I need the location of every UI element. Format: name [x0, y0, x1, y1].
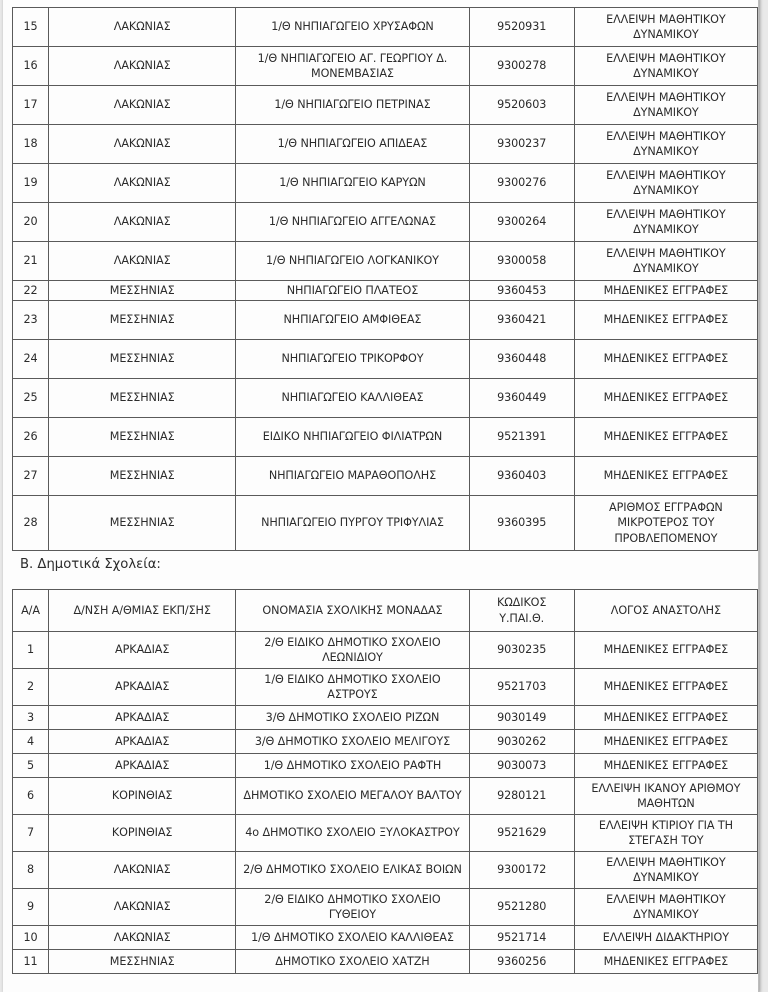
cell-aa: 15 — [13, 8, 49, 47]
table-row — [13, 281, 758, 301]
header-school: ΟΝΟΜΑΣΙΑ ΣΧΟΛΙΚΗΣ ΜΟΝΑΔΑΣ — [236, 590, 469, 632]
cell-school: ΝΗΠΙΑΓΩΓΕΙΟ ΠΛΑΤΕΟΣ — [236, 281, 469, 301]
cell-code: 9300058 — [469, 242, 574, 281]
cell-code: 9300264 — [469, 203, 574, 242]
cell-aa: 17 — [13, 86, 49, 125]
cell-code: 9360256 — [469, 950, 574, 974]
cell-code: 9360449 — [469, 379, 574, 418]
cell-directorate: ΑΡΚΑΔΙΑΣ — [49, 632, 236, 669]
cell-code: 9300237 — [469, 125, 574, 164]
cell-code: 9360421 — [469, 301, 574, 340]
cell-aa: 26 — [13, 418, 49, 457]
cell-school: ΔΗΜΟΤΙΚΟ ΣΧΟΛΕΙΟ ΧΑΤΖΗ — [236, 950, 469, 974]
cell-school: 1/Θ ΝΗΠΙΑΓΩΓΕΙΟ ΑΓΓΕΛΩΝΑΣ — [236, 203, 469, 242]
cell-reason: ΑΡΙΘΜΟΣ ΕΓΓΡΑΦΩΝ ΜΙΚΡΟΤΕΡΟΣ ΤΟΥ ΠΡΟΒΛΕΠΟΜΕΝΟΥ — [574, 496, 757, 551]
cell-aa: 16 — [13, 47, 49, 86]
cell-school: 3/Θ ΔΗΜΟΤΙΚΟ ΣΧΟΛΕΙΟ ΡΙΖΩΝ — [236, 706, 469, 730]
cell-reason: ΕΛΛΕΙΨΗ ΜΑΘΗΤΙΚΟΥ ΔΥΝΑΜΙΚΟΥ — [574, 86, 757, 125]
cell-aa: 1 — [13, 632, 49, 669]
cell-directorate: ΛΑΚΩΝΙΑΣ — [49, 926, 236, 950]
cell-aa: 24 — [13, 340, 49, 379]
header-code: ΚΩΔΙΚΟΣ Υ.ΠΑΙ.Θ. — [469, 590, 574, 632]
cell-school: ΔΗΜΟΤΙΚΟ ΣΧΟΛΕΙΟ ΜΕΓΑΛΟΥ ΒΑΛΤΟΥ — [236, 778, 469, 815]
cell-school: 1/Θ ΝΗΠΙΑΓΩΓΕΙΟ ΛΟΓΚΑΝΙΚΟΥ — [236, 242, 469, 281]
table-row — [13, 47, 758, 86]
cell-reason: ΕΛΛΕΙΨΗ ΜΑΘΗΤΙΚΟΥ ΔΥΝΑΜΙΚΟΥ — [574, 852, 757, 889]
table-row — [13, 926, 758, 950]
cell-directorate: ΑΡΚΑΔΙΑΣ — [49, 730, 236, 754]
primary-schools-table-body — [13, 632, 758, 974]
cell-code: 9030235 — [469, 632, 574, 669]
cell-code: 9521703 — [469, 669, 574, 706]
cell-reason: ΜΗΔΕΝΙΚΕΣ ΕΓΓΡΑΦΕΣ — [574, 457, 757, 496]
cell-reason: ΜΗΔΕΝΙΚΕΣ ΕΓΓΡΑΦΕΣ — [574, 379, 757, 418]
table-row — [13, 418, 758, 457]
section-heading: Β. Δημοτικά Σχολεία: — [20, 557, 161, 572]
table-row — [13, 340, 758, 379]
cell-directorate: ΜΕΣΣΗΝΙΑΣ — [49, 457, 236, 496]
cell-school: 2/Θ ΔΗΜΟΤΙΚΟ ΣΧΟΛΕΙΟ ΕΛΙΚΑΣ ΒΟΙΩΝ — [236, 852, 469, 889]
cell-directorate: ΜΕΣΣΗΝΙΑΣ — [49, 496, 236, 551]
cell-aa: 6 — [13, 778, 49, 815]
table-header-row — [13, 590, 758, 632]
table-row — [13, 669, 758, 706]
cell-reason: ΕΛΛΕΙΨΗ ΜΑΘΗΤΙΚΟΥ ΔΥΝΑΜΙΚΟΥ — [574, 164, 757, 203]
cell-directorate: ΛΑΚΩΝΙΑΣ — [49, 86, 236, 125]
cell-aa: 7 — [13, 815, 49, 852]
table-row — [13, 815, 758, 852]
cell-directorate: ΚΟΡΙΝΘΙΑΣ — [49, 815, 236, 852]
table-row — [13, 496, 758, 551]
cell-aa: 11 — [13, 950, 49, 974]
table-row — [13, 379, 758, 418]
cell-code: 9521714 — [469, 926, 574, 950]
header-reason: ΛΟΓΟΣ ΑΝΑΣΤΟΛΗΣ — [574, 590, 757, 632]
cell-directorate: ΜΕΣΣΗΝΙΑΣ — [49, 379, 236, 418]
cell-directorate: ΜΕΣΣΗΝΙΑΣ — [49, 301, 236, 340]
cell-directorate: ΛΑΚΩΝΙΑΣ — [49, 852, 236, 889]
cell-aa: 4 — [13, 730, 49, 754]
cell-school: 1/Θ ΝΗΠΙΑΓΩΓΕΙΟ ΚΑΡΥΩΝ — [236, 164, 469, 203]
cell-school: 1/Θ ΝΗΠΙΑΓΩΓΕΙΟ ΑΓ. ΓΕΩΡΓΙΟΥ Δ. ΜΟΝΕΜΒΑΣΙΑΣ — [236, 47, 469, 86]
cell-directorate: ΜΕΣΣΗΝΙΑΣ — [49, 281, 236, 301]
cell-code: 9030073 — [469, 754, 574, 778]
cell-reason: ΕΛΛΕΙΨΗ ΜΑΘΗΤΙΚΟΥ ΔΥΝΑΜΙΚΟΥ — [574, 8, 757, 47]
table-row — [13, 730, 758, 754]
cell-aa: 8 — [13, 852, 49, 889]
table-row — [13, 889, 758, 926]
cell-code: 9521391 — [469, 418, 574, 457]
cell-code: 9360403 — [469, 457, 574, 496]
table-row — [13, 754, 758, 778]
cell-code: 9521280 — [469, 889, 574, 926]
table-row — [13, 778, 758, 815]
table-row — [13, 125, 758, 164]
table-row — [13, 242, 758, 281]
cell-reason: ΕΛΛΕΙΨΗ ΜΑΘΗΤΙΚΟΥ ΔΥΝΑΜΙΚΟΥ — [574, 889, 757, 926]
table-row — [13, 852, 758, 889]
table-row — [13, 86, 758, 125]
cell-code: 9030149 — [469, 706, 574, 730]
cell-reason: ΕΛΛΕΙΨΗ ΜΑΘΗΤΙΚΟΥ ΔΥΝΑΜΙΚΟΥ — [574, 242, 757, 281]
cell-reason: ΜΗΔΕΝΙΚΕΣ ΕΓΓΡΑΦΕΣ — [574, 632, 757, 669]
cell-reason: ΜΗΔΕΝΙΚΕΣ ΕΓΓΡΑΦΕΣ — [574, 281, 757, 301]
cell-aa: 5 — [13, 754, 49, 778]
table-row — [13, 950, 758, 974]
cell-aa: 21 — [13, 242, 49, 281]
cell-school: ΝΗΠΙΑΓΩΓΕΙΟ ΑΜΦΙΘΕΑΣ — [236, 301, 469, 340]
document-page — [3, 0, 759, 992]
cell-school: ΝΗΠΙΑΓΩΓΕΙΟ ΚΑΛΛΙΘΕΑΣ — [236, 379, 469, 418]
cell-school: 2/Θ ΕΙΔΙΚΟ ΔΗΜΟΤΙΚΟ ΣΧΟΛΕΙΟ ΛΕΩΝΙΔΙΟΥ — [236, 632, 469, 669]
cell-aa: 10 — [13, 926, 49, 950]
cell-code: 9521629 — [469, 815, 574, 852]
cell-code: 9300172 — [469, 852, 574, 889]
cell-directorate: ΑΡΚΑΔΙΑΣ — [49, 754, 236, 778]
cell-aa: 18 — [13, 125, 49, 164]
cell-reason: ΕΛΛΕΙΨΗ ΜΑΘΗΤΙΚΟΥ ΔΥΝΑΜΙΚΟΥ — [574, 47, 757, 86]
cell-aa: 19 — [13, 164, 49, 203]
cell-reason: ΜΗΔΕΝΙΚΕΣ ΕΓΓΡΑΦΕΣ — [574, 301, 757, 340]
cell-aa: 22 — [13, 281, 49, 301]
primary-schools-table — [12, 589, 758, 974]
cell-code: 9360448 — [469, 340, 574, 379]
table-row — [13, 457, 758, 496]
cell-directorate: ΛΑΚΩΝΙΑΣ — [49, 889, 236, 926]
table-row — [13, 164, 758, 203]
cell-directorate: ΛΑΚΩΝΙΑΣ — [49, 47, 236, 86]
cell-reason: ΕΛΛΕΙΨΗ ΔΙΔΑΚΤΗΡΙΟΥ — [574, 926, 757, 950]
cell-reason: ΕΛΛΕΙΨΗ ΜΑΘΗΤΙΚΟΥ ΔΥΝΑΜΙΚΟΥ — [574, 203, 757, 242]
cell-aa: 3 — [13, 706, 49, 730]
cell-directorate: ΑΡΚΑΔΙΑΣ — [49, 706, 236, 730]
cell-directorate: ΑΡΚΑΔΙΑΣ — [49, 669, 236, 706]
table-row — [13, 301, 758, 340]
cell-school: 1/Θ ΕΙΔΙΚΟ ΔΗΜΟΤΙΚΟ ΣΧΟΛΕΙΟ ΑΣΤΡΟΥΣ — [236, 669, 469, 706]
cell-directorate: ΚΟΡΙΝΘΙΑΣ — [49, 778, 236, 815]
cell-reason: ΜΗΔΕΝΙΚΕΣ ΕΓΓΡΑΦΕΣ — [574, 418, 757, 457]
cell-directorate: ΜΕΣΣΗΝΙΑΣ — [49, 950, 236, 974]
cell-school: 1/Θ ΝΗΠΙΑΓΩΓΕΙΟ ΧΡΥΣΑΦΩΝ — [236, 8, 469, 47]
cell-directorate: ΛΑΚΩΝΙΑΣ — [49, 242, 236, 281]
header-directorate: Δ/ΝΣΗ Α/ΘΜΙΑΣ ΕΚΠ/ΣΗΣ — [49, 590, 236, 632]
cell-code: 9280121 — [469, 778, 574, 815]
cell-reason: ΜΗΔΕΝΙΚΕΣ ΕΓΓΡΑΦΕΣ — [574, 730, 757, 754]
cell-aa: 25 — [13, 379, 49, 418]
cell-reason: ΕΛΛΕΙΨΗ ΜΑΘΗΤΙΚΟΥ ΔΥΝΑΜΙΚΟΥ — [574, 125, 757, 164]
cell-school: 1/Θ ΝΗΠΙΑΓΩΓΕΙΟ ΑΠΙΔΕΑΣ — [236, 125, 469, 164]
cell-aa: 9 — [13, 889, 49, 926]
cell-code: 9520931 — [469, 8, 574, 47]
cell-reason: ΜΗΔΕΝΙΚΕΣ ΕΓΓΡΑΦΕΣ — [574, 950, 757, 974]
cell-school: ΕΙΔΙΚΟ ΝΗΠΙΑΓΩΓΕΙΟ ΦΙΛΙΑΤΡΩΝ — [236, 418, 469, 457]
cell-school: 3/Θ ΔΗΜΟΤΙΚΟ ΣΧΟΛΕΙΟ ΜΕΛΙΓΟΥΣ — [236, 730, 469, 754]
cell-directorate: ΛΑΚΩΝΙΑΣ — [49, 8, 236, 47]
cell-aa: 2 — [13, 669, 49, 706]
cell-reason: ΕΛΛΕΙΨΗ ΚΤΙΡΙΟΥ ΓΙΑ ΤΗ ΣΤΕΓΑΣΗ ΤΟΥ — [574, 815, 757, 852]
cell-school: ΝΗΠΙΑΓΩΓΕΙΟ ΤΡΙΚΟΡΦΟΥ — [236, 340, 469, 379]
cell-directorate: ΜΕΣΣΗΝΙΑΣ — [49, 418, 236, 457]
table-row — [13, 632, 758, 669]
cell-school: 1/Θ ΔΗΜΟΤΙΚΟ ΣΧΟΛΕΙΟ ΡΑΦΤΗ — [236, 754, 469, 778]
cell-reason: ΜΗΔΕΝΙΚΕΣ ΕΓΓΡΑΦΕΣ — [574, 754, 757, 778]
cell-aa: 23 — [13, 301, 49, 340]
cell-school: ΝΗΠΙΑΓΩΓΕΙΟ ΜΑΡΑΘΟΠΟΛΗΣ — [236, 457, 469, 496]
cell-school: 2/Θ ΕΙΔΙΚΟ ΔΗΜΟΤΙΚΟ ΣΧΟΛΕΙΟ ΓΥΘΕΙΟΥ — [236, 889, 469, 926]
table-row — [13, 8, 758, 47]
cell-school: 1/Θ ΝΗΠΙΑΓΩΓΕΙΟ ΠΕΤΡΙΝΑΣ — [236, 86, 469, 125]
cell-reason: ΜΗΔΕΝΙΚΕΣ ΕΓΓΡΑΦΕΣ — [574, 340, 757, 379]
cell-code: 9300276 — [469, 164, 574, 203]
cell-code: 9030262 — [469, 730, 574, 754]
cell-directorate: ΛΑΚΩΝΙΑΣ — [49, 164, 236, 203]
table-row — [13, 203, 758, 242]
kindergartens-table-body — [13, 8, 758, 551]
cell-school: ΝΗΠΙΑΓΩΓΕΙΟ ΠΥΡΓΟΥ ΤΡΙΦΥΛΙΑΣ — [236, 496, 469, 551]
cell-school: 1/Θ ΔΗΜΟΤΙΚΟ ΣΧΟΛΕΙΟ ΚΑΛΛΙΘΕΑΣ — [236, 926, 469, 950]
cell-directorate: ΜΕΣΣΗΝΙΑΣ — [49, 340, 236, 379]
kindergartens-table — [12, 7, 758, 551]
cell-reason: ΕΛΛΕΙΨΗ ΙΚΑΝΟΥ ΑΡΙΘΜΟΥ ΜΑΘΗΤΩΝ — [574, 778, 757, 815]
cell-reason: ΜΗΔΕΝΙΚΕΣ ΕΓΓΡΑΦΕΣ — [574, 669, 757, 706]
header-aa: Α/Α — [13, 590, 49, 632]
cell-reason: ΜΗΔΕΝΙΚΕΣ ΕΓΓΡΑΦΕΣ — [574, 706, 757, 730]
cell-aa: 28 — [13, 496, 49, 551]
cell-code: 9300278 — [469, 47, 574, 86]
cell-code: 9360395 — [469, 496, 574, 551]
cell-code: 9360453 — [469, 281, 574, 301]
cell-directorate: ΛΑΚΩΝΙΑΣ — [49, 203, 236, 242]
cell-aa: 20 — [13, 203, 49, 242]
cell-aa: 27 — [13, 457, 49, 496]
cell-school: 4ο ΔΗΜΟΤΙΚΟ ΣΧΟΛΕΙΟ ΞΥΛΟΚΑΣΤΡΟΥ — [236, 815, 469, 852]
cell-code: 9520603 — [469, 86, 574, 125]
table-row — [13, 706, 758, 730]
cell-directorate: ΛΑΚΩΝΙΑΣ — [49, 125, 236, 164]
